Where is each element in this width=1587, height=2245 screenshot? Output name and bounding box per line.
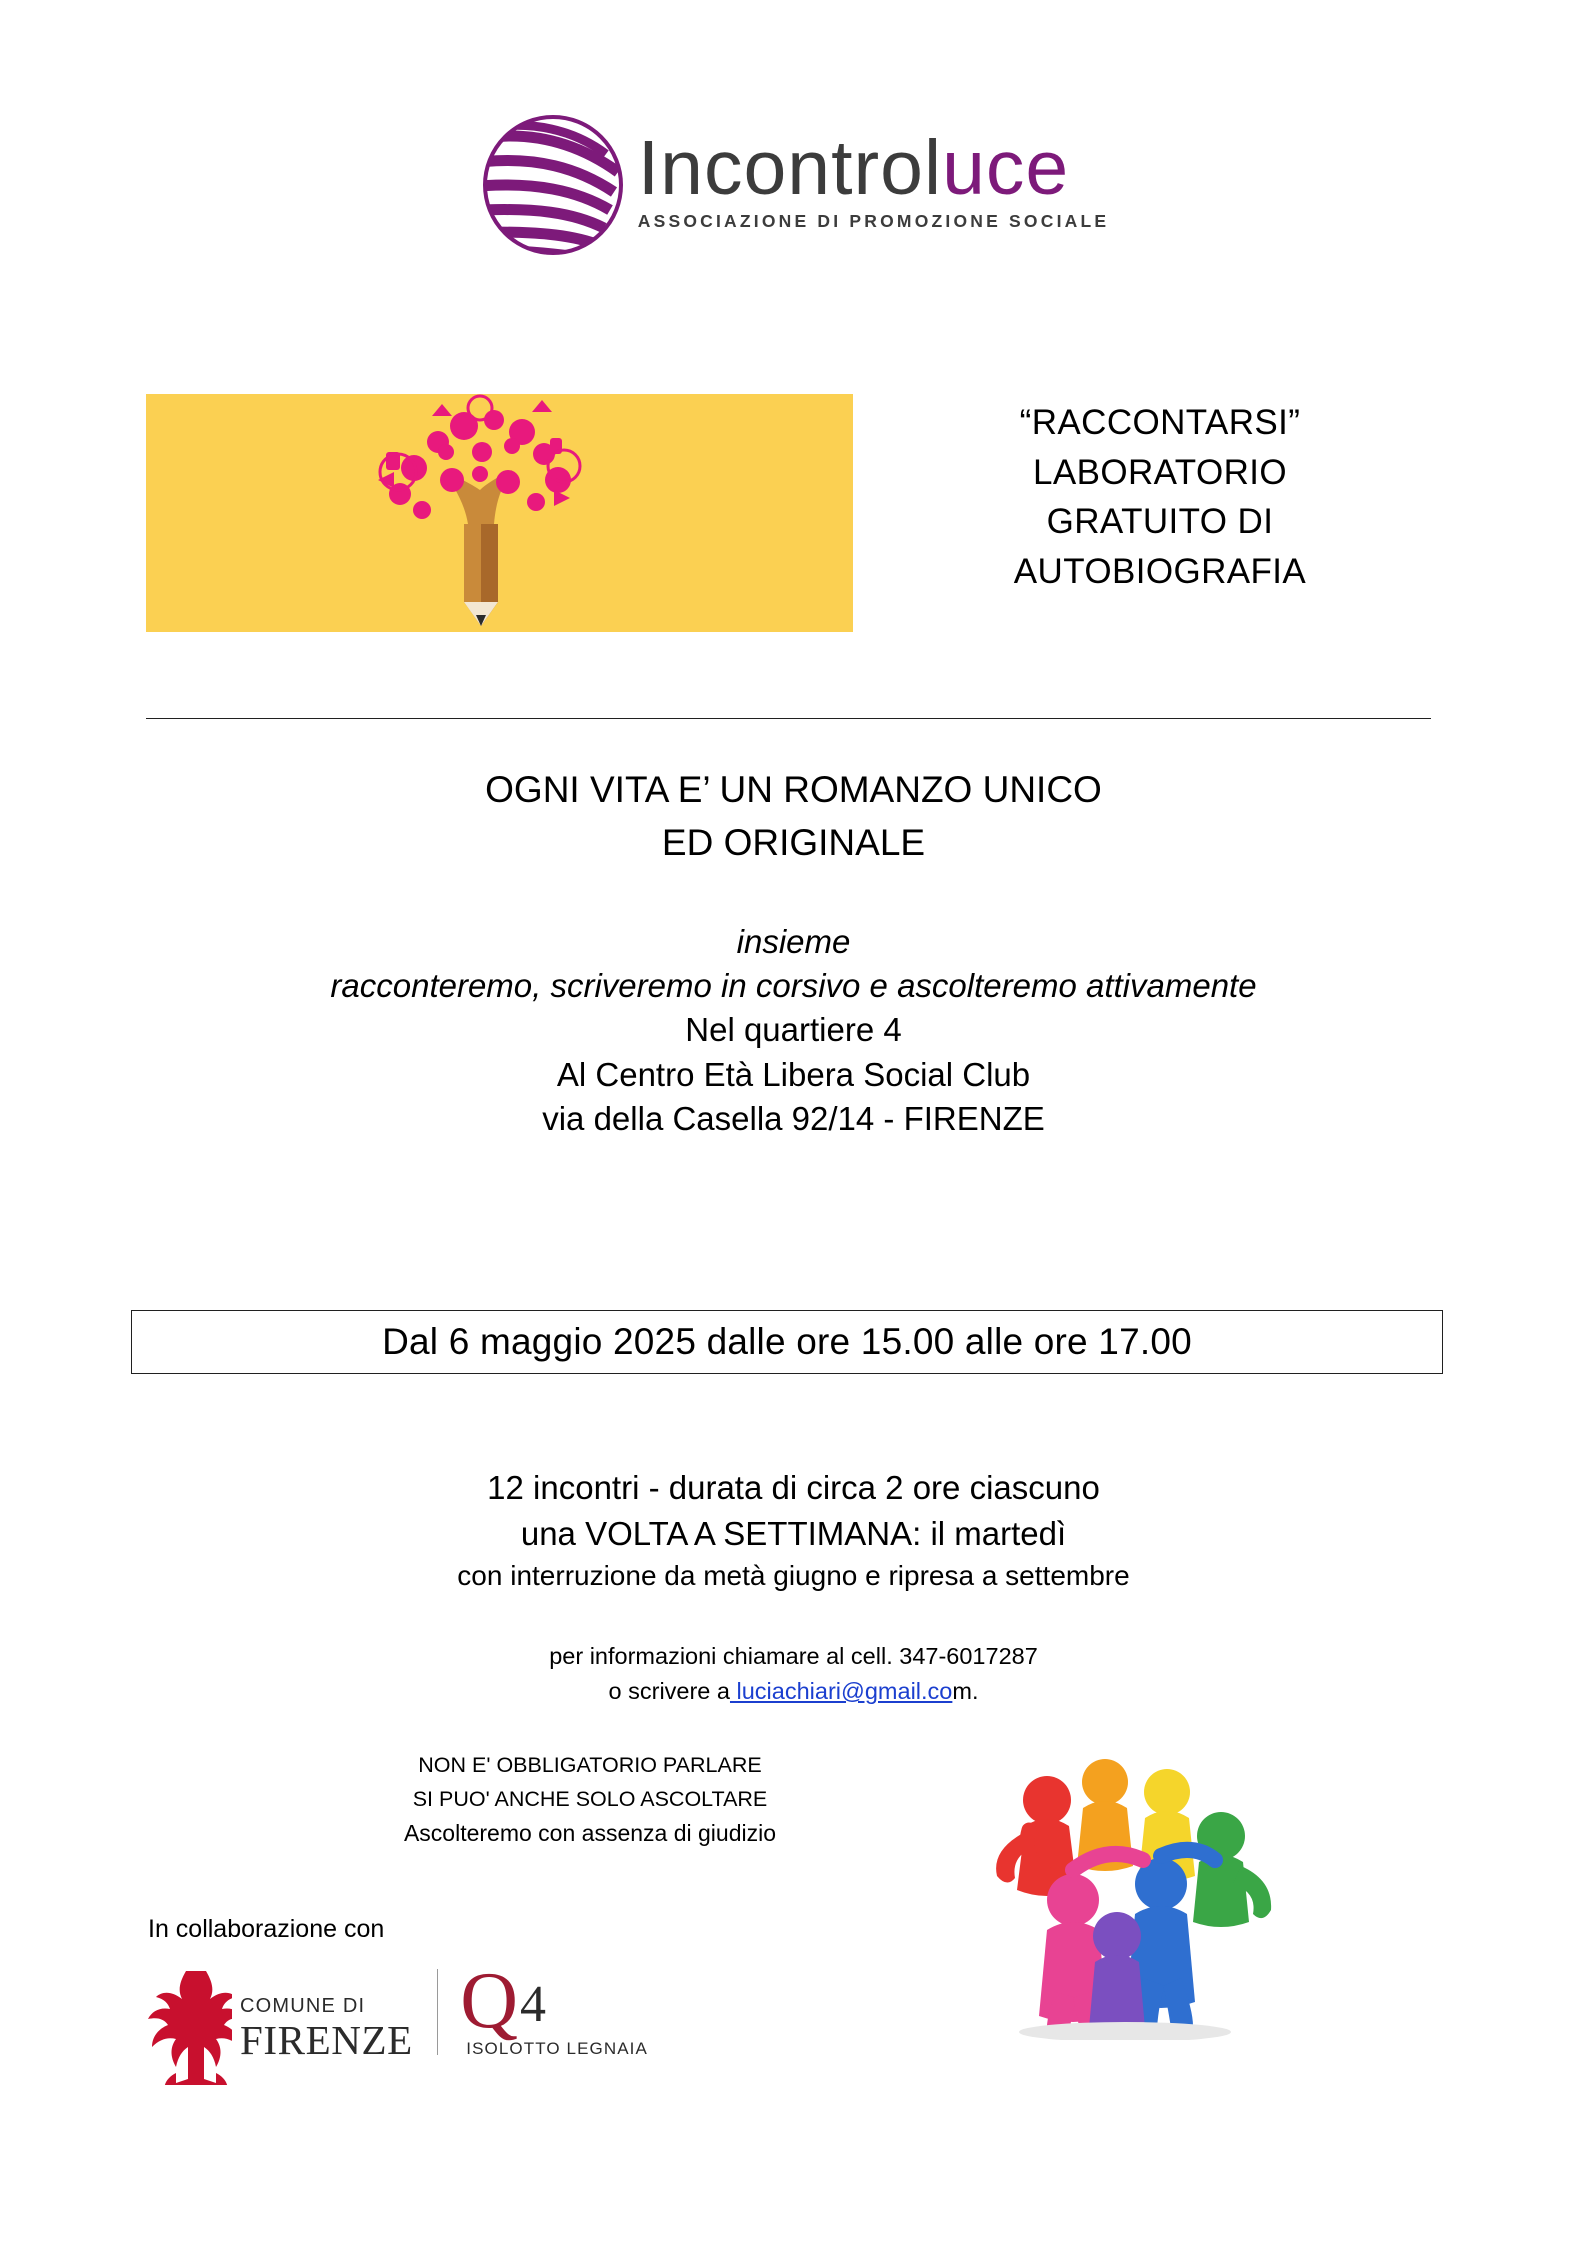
contact-email-prefix: o scrivere a — [608, 1678, 730, 1705]
organization-logo — [0, 110, 1587, 260]
headline-line-1: OGNI VITA E’ UN ROMANZO UNICO — [485, 769, 1102, 810]
logo-separator — [437, 1969, 439, 2055]
people-circle-illustration — [955, 1740, 1295, 2040]
email-link[interactable]: luciachiari@gmail.co — [729, 1678, 953, 1705]
date-text: Dal 6 maggio 2025 dalle ore 15.00 alle ore 17.00 — [382, 1321, 1192, 1362]
q4-letter: Q — [460, 1957, 519, 2045]
collaboration-label: In collaborazione con — [148, 1915, 385, 1943]
contact-email-line — [0, 1674, 1587, 1709]
note-line-1: NON E' OBBLIGATORIO PARLARE — [418, 1753, 762, 1777]
collaboration-logos — [140, 1957, 648, 2090]
logo-tagline: ASSOCIAZIONE DI PROMOZIONE SOCIALE — [637, 211, 1110, 232]
logo-wordmark — [637, 125, 1109, 211]
title-line-3: GRATUITO DI — [1046, 502, 1274, 542]
q4-subtitle: ISOLOTTO LEGNAIA — [466, 2039, 648, 2058]
body-plain-3: via della Casella 92/14 - FIRENZE — [542, 1099, 1045, 1137]
logo-word-main: Incontrol — [637, 125, 943, 211]
body-plain-2: Al Centro Età Libera Social Club — [556, 1055, 1031, 1093]
page-title — [880, 398, 1440, 597]
body-text — [0, 920, 1587, 1141]
title-line-1: “RACCONTARSI” — [1019, 403, 1301, 442]
note-line-2: SI PUO' ANCHE SOLO ASCOLTARE — [412, 1787, 768, 1812]
divider — [146, 718, 1431, 719]
comune-di-firenze-logo — [140, 1965, 413, 2090]
details-line-2: una VOLTA A SETTIMANA: il martedì — [520, 1514, 1067, 1552]
incontroluce-mark-icon — [478, 110, 628, 260]
title-line-4: AUTOBIOGRAFIA — [1013, 552, 1307, 592]
body-italic-2: racconteremo, scriveremo in corsivo e ascolteremo attivamente — [330, 967, 1257, 1005]
body-plain-1: Nel quartiere 4 — [685, 1011, 902, 1049]
title-line-2: LABORATORIO — [1033, 452, 1287, 492]
q4-number: 4 — [520, 1976, 547, 2033]
banner-image — [146, 394, 853, 632]
headline-line-2: ED ORIGINALE — [661, 821, 926, 863]
details-line-1: 12 incontri - durata di circa 2 ore ciascuno — [487, 1469, 1100, 1506]
contact-info — [0, 1639, 1587, 1710]
date-box — [131, 1310, 1443, 1374]
details-line-3: con interruzione da metà giugno e ripresa a settembre — [457, 1560, 1130, 1592]
comune-label: COMUNE DI — [240, 1994, 366, 2017]
contact-email-suffix: m. — [952, 1678, 979, 1705]
firenze-label: FIRENZE — [240, 2016, 413, 2063]
quartiere-4-logo — [460, 1957, 648, 2059]
notes-block — [330, 1748, 850, 1850]
giglio-fiorentino-icon — [140, 1965, 232, 2090]
body-italic-1: insieme — [736, 923, 851, 960]
pencil-tree-illustration — [146, 394, 853, 632]
headline — [0, 764, 1587, 869]
note-line-3: Ascolteremo con assenza di giudizio — [403, 1819, 777, 1846]
details-text — [0, 1465, 1587, 1597]
contact-phone: per informazioni chiamare al cell. 347-6017287 — [549, 1643, 1038, 1669]
logo-word-tail: uce — [942, 125, 1070, 211]
